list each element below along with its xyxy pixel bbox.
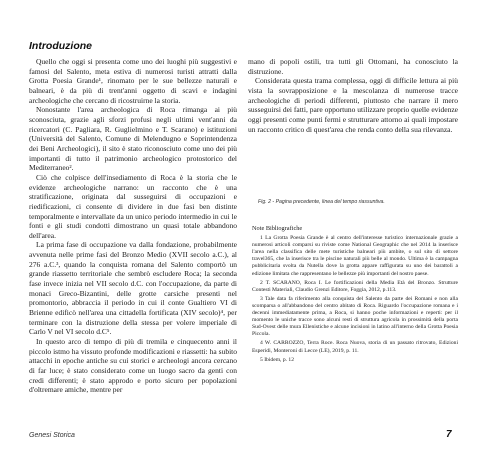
footnote: 1 La Grotta Poesia Grande è al centro dell'interesse turistico internazionale grazie a numerosi articoli comparsi su riviste come National Geographic che nel 2014 la inserisce l'area nella classifica delle mete turistiche balneari più ambite, o sul sito di settore travel365, che la inserisce tra le piscine naturali più belle al mondo. Ultima è la campagna pubblicitaria svolta da Nutella dove la grotta appare raffigurata su uno dei barattoli a edizione limitata che rappresentano le bellezze più importanti del nostro paese. bbox=[252, 235, 458, 277]
paragraph: mano di popoli ostili, tra tutti gli Ottomani, ha conosciuto la distruzione. bbox=[248, 57, 458, 76]
paragraph: Considerata questa trama complessa, oggi di difficile lettura ai più vista la sovrapposizione e la mescolanza di numerose tracce archeologiche di periodi differenti, piuttosto che narrare il mero susseguirsi dei fatti, pare opportuno utilizzare proprio quelle evidenze oggi presenti come punti fermi e strutturare attorno ai quali impostare un racconto critico di quest'area che renda conto della sua rilevanza. bbox=[248, 76, 458, 134]
running-footer: Genesi Storica bbox=[29, 432, 75, 439]
figure-caption: Fig. 2 - Pagina precedente, linea del tempo riassuntiva. bbox=[258, 199, 385, 205]
page-number: 7 bbox=[446, 429, 452, 440]
paragraph: In questo arco di tempo di più di tremila e cinquecento anni il piccolo istmo ha vissuto profonde modificazioni e riassetti: ha subito attacchi in epoche antiche su cui storici e archeologi ancora cercano di far luce; è stato considerato come un luogo sacro da genti con credi differenti; è stato approdo e porto sicuro per popolazioni d'oltremare amiche, mentre per bbox=[29, 337, 237, 395]
paragraph: Ciò che colpisce dell'insediamento di Roca è la storia che le evidenze archeologiche narrano: un racconto che è una stratificazione, originata dal susseguirsi di occupazioni e riedificazioni, ci consente di dividere in due fasi ben distinte temporalmente e intervallate da un unico periodo intermedio in cui le fonti e gli studi condotti dimostrano un quasi totale abbandono dell'area. bbox=[29, 172, 237, 240]
footnote: 4 W. CARROZZO, Terra Roce. Roca Nuova, storia di un passato ritrovato, Edizioni Esperidi, Monteroni di Lecce (LE), 2019, p. 11. bbox=[252, 340, 458, 354]
footnote: 5 Ibidem, p. 12 bbox=[260, 356, 295, 363]
left-text-column bbox=[29, 57, 237, 395]
paragraph: Nonostante l'area archeologica di Roca rimanga ai più sconosciuta, grazie agli sforzi profusi negli ultimi vent'anni da ricercatori (C. Pagliara, R. Guglielmino e T. Scarano) e istituzioni (Università del Salento, Comune di Melendugno e Soprintendenza dei Beni Archeologici), il sito è stato riconosciuto come uno dei più importanti di tutto il patrimonio archeologico protostorico del Mediterraneo². bbox=[29, 105, 237, 173]
right-text-column bbox=[248, 57, 458, 134]
paragraph: La prima fase di occupazione va dalla fondazione, probabilmente avvenuta nelle prime fasi del Bronzo Medio (XVII secolo a.C.), al 276 a.C.³, quando la conquista romana del Salento comportò un grande riassetto territoriale che sembrò escludere Roca; la seconda fase invece inizia nel VII secolo d.C. con l'occupazione, da parte di monaci Greco-Bizantini, delle grotte carsiche presenti nel promontorio, abbraccia il periodo in cui il conte Gualtiero VI di Brienne edificò nell'area una cittadella fortificata (XIV secolo)⁴, per terminare con la distruzione della stessa per volere imperiale di Carlo V nel VI secolo d.C⁵. bbox=[29, 240, 237, 337]
bibliographic-notes bbox=[252, 225, 458, 366]
paragraph: Quello che oggi si presenta come uno dei luoghi più suggestivi e famosi del Salento, meta estiva di numerosi turisti attratti dalla Grotta Poesia Grande¹, rinomato per le sue bellezze naturali e balneari, è da più di trent'anni oggetto di scavi e indagini archeologiche che cercano di ricostruirne la storia. bbox=[29, 57, 237, 105]
section-heading: Introduzione bbox=[29, 40, 92, 52]
footnote: 3 Tale data fa riferimento alla conquista del Salento da parte dei Romani e non alla scomparsa o all'abbandono del centro abitato di Roca. Riguardo l'occupazione romana e i decenni immediatamente prima, a Roca, si hanno poche informazioni e reperti: per il momento le uniche tracce sono alcuni resti di struttura agricola in prossimità della porta Sud-Ovest delle mura Ellenistiche e alcune incisioni in latino all'interno della Grotta Poesia Piccola. bbox=[252, 295, 458, 338]
footnote: 2 T. SCARANO, Roca I. Le fortificazioni della Media Età del Bronzo. Strutture Contesti Materiali, Claudio Grenzi Editore, Foggia, 2012, p.113. bbox=[252, 279, 458, 293]
notes-title: Note Bibliografiche bbox=[252, 225, 303, 232]
